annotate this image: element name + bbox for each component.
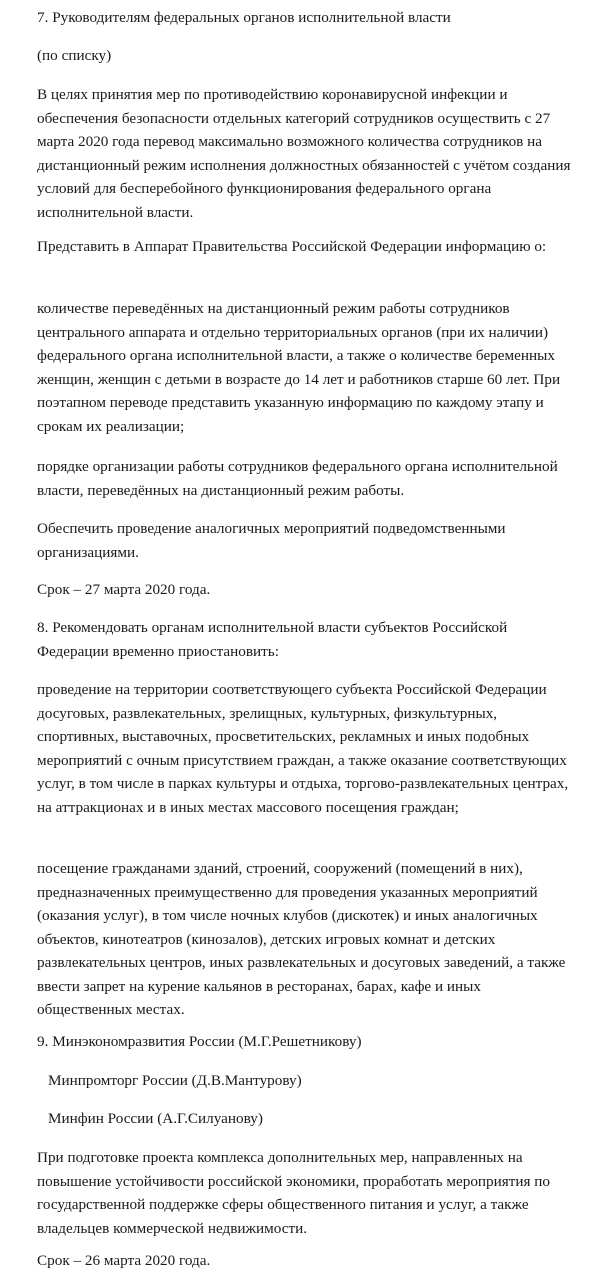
paragraph-subordinate-orgs: Обеспечить проведение аналогичных мероприятий подведомственными организациями. (37, 520, 506, 561)
paragraph-suspend-events: проведение на территории соответствующего субъекта Российской Федерации досуговых, развлекательных, зрелищных, культурных, физкультурных, спортивных, выставочных, просветительских, рекламных и иных подобных мероприятий с очным присутствием граждан, а также оказание соответствующих услуг, в том числе в парках культуры и отдыха, торгово-развлекательных центрах, на аттракционах и в иных местах массового посещения граждан; (37, 681, 569, 816)
paragraph-minpromtorg: Минпромторг России (Д.В.Мантурову) (48, 1072, 302, 1089)
paragraph-deadline-27: Срок – 27 марта 2020 года. (37, 581, 211, 598)
paragraph-7-header: 7. Руководителям федеральных органов исполнительной власти (37, 9, 451, 26)
paragraph-support-measures: При подготовке проекта комплекса дополнительных мер, направленных на повышение устойчивости российской экономики, проработать мероприятия по государственной поддержке сферы общественного питания и услуг, а также владельцев коммерческой недвижимости. (37, 1149, 551, 1237)
paragraph-8-header: 8. Рекомендовать органам исполнительной власти субъектов Российской Федерации временно приостановить: (37, 619, 508, 660)
paragraph-work-organization: порядке организации работы сотрудников федерального органа исполнительной власти, переведённых на дистанционный режим работы. (37, 458, 558, 499)
paragraph-remote-transfer: В целях принятия мер по противодействию коронавирусной инфекции и обеспечения безопасности отдельных категорий сотрудников осуществить с 27 марта 2020 года перевод максимально возможного количества сотрудников на дистанционный режим исполнения должностных обязанностей с учётом создания условий для бесперебойного функционирования федерального органа исполнительной власти. (37, 86, 571, 221)
paragraph-by-list: (по списку) (37, 47, 112, 64)
paragraph-minfin: Минфин России (А.Г.Силуанову) (48, 1110, 263, 1127)
paragraph-deadline-26: Срок – 26 марта 2020 года. (37, 1252, 211, 1269)
paragraph-9-header: 9. Минэкономразвития России (М.Г.Решетникову) (37, 1033, 362, 1050)
paragraph-employee-count: количестве переведённых на дистанционный режим работы сотрудников центрального аппарата и отдельно территориальных органов (при их наличии) федерального органа исполнительной власти, а также о количестве беременных женщин, женщин с детьми в возрасте до 14 лет и работников старше 60 лет. При поэтапном переводе представить указанную информацию по каждому этапу и срокам их реализации; (37, 300, 561, 435)
paragraph-suspend-visits: посещение гражданами зданий, строений, сооружений (помещений в них), предназначенных преимущественно для проведения указанных мероприятий (оказания услуг), в том числе ночных клубов (дискотек) и иных аналогичных объектов, кинотеатров (кинозалов), детских игровых комнат и детских развлекательных центров, иных развлекательных и досуговых заведений, а также ввести запрет на курение кальянов в ресторанах, барах, кафе и иных общественных местах. (37, 860, 566, 1018)
paragraph-submit-info: Представить в Аппарат Правительства Российской Федерации информацию о: (37, 238, 547, 255)
